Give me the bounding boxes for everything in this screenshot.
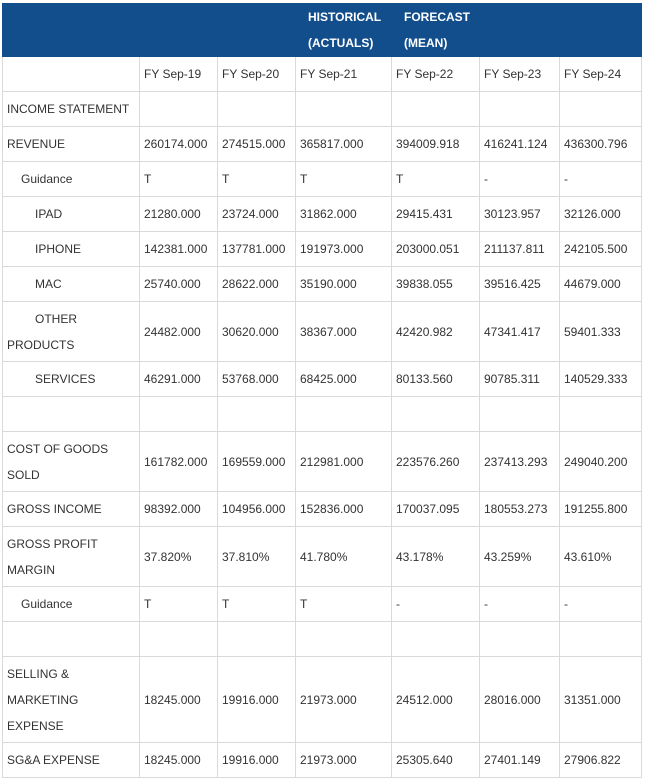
cell: 47341.417 — [480, 302, 560, 362]
header-blank — [3, 4, 140, 57]
cell: 191255.800 — [560, 492, 642, 527]
cell: 394009.918 — [392, 127, 480, 162]
empty-cell — [480, 622, 560, 657]
header-blank — [218, 4, 296, 57]
cell: 242105.500 — [560, 232, 642, 267]
cell: 27401.149 — [480, 743, 560, 778]
cell: 21973.000 — [296, 743, 392, 778]
table-row — [3, 432, 642, 492]
cell: 42420.982 — [392, 302, 480, 362]
cell: 80133.560 — [392, 362, 480, 397]
row-label-line1: OTHER — [35, 311, 77, 326]
header-row — [3, 4, 642, 57]
cell: 19916.000 — [218, 743, 296, 778]
column-header: FY Sep-19 — [140, 57, 218, 92]
cell: - — [480, 587, 560, 622]
cell: 25740.000 — [140, 267, 218, 302]
cell: 39516.425 — [480, 267, 560, 302]
cell: 43.610% — [560, 527, 642, 587]
column-header: FY Sep-24 — [560, 57, 642, 92]
cell: 37.810% — [218, 527, 296, 587]
cell: 249040.200 — [560, 432, 642, 492]
cell: 43.259% — [480, 527, 560, 587]
row-label — [3, 432, 140, 492]
cell: 24512.000 — [392, 657, 480, 743]
table-row — [3, 127, 642, 162]
cell: 90785.311 — [480, 362, 560, 397]
empty-cell — [3, 397, 140, 432]
cell: 29415.431 — [392, 197, 480, 232]
cell: - — [560, 162, 642, 197]
forecast-line1: FORECAST — [404, 10, 470, 24]
historical-line1: HISTORICAL — [308, 10, 382, 24]
cell: 142381.000 — [140, 232, 218, 267]
cell: 30123.957 — [480, 197, 560, 232]
header-blank — [560, 4, 642, 57]
cell: 274515.000 — [218, 127, 296, 162]
cell: 27906.822 — [560, 743, 642, 778]
column-header-blank — [3, 57, 140, 92]
cell: 170037.095 — [392, 492, 480, 527]
empty-cell — [296, 397, 392, 432]
empty-cell — [480, 92, 560, 127]
table-row — [3, 267, 642, 302]
cell: - — [392, 587, 480, 622]
empty-cell — [392, 92, 480, 127]
column-header: FY Sep-21 — [296, 57, 392, 92]
cell: T — [218, 587, 296, 622]
row-label-line1: COST OF GOODS — [7, 441, 109, 456]
cell: 152836.000 — [296, 492, 392, 527]
table-row — [3, 527, 642, 587]
cell: 104956.000 — [218, 492, 296, 527]
cell: 161782.000 — [140, 432, 218, 492]
cell: 30620.000 — [218, 302, 296, 362]
row-label-line3: EXPENSE — [7, 718, 64, 733]
row-label: MAC — [3, 267, 140, 302]
cell: 25305.640 — [392, 743, 480, 778]
cell: 137781.000 — [218, 232, 296, 267]
row-label — [3, 527, 140, 587]
empty-cell — [218, 397, 296, 432]
section-row — [3, 92, 642, 127]
cell: 223576.260 — [392, 432, 480, 492]
cell: - — [560, 587, 642, 622]
column-header-row — [3, 57, 642, 92]
empty-cell — [392, 622, 480, 657]
cell: 18245.000 — [140, 743, 218, 778]
empty-cell — [560, 397, 642, 432]
cell: - — [480, 162, 560, 197]
empty-cell — [140, 622, 218, 657]
cell: 237413.293 — [480, 432, 560, 492]
cell: 191973.000 — [296, 232, 392, 267]
cell: 32126.000 — [560, 197, 642, 232]
empty-cell — [392, 397, 480, 432]
section-label: INCOME STATEMENT — [3, 92, 140, 127]
column-header: FY Sep-23 — [480, 57, 560, 92]
row-label: IPHONE — [3, 232, 140, 267]
cell: 37.820% — [140, 527, 218, 587]
cell: T — [218, 162, 296, 197]
cell: 19916.000 — [218, 657, 296, 743]
table-row — [3, 587, 642, 622]
table-row — [3, 162, 642, 197]
cell: 18245.000 — [140, 657, 218, 743]
cell: 24482.000 — [140, 302, 218, 362]
cell: 68425.000 — [296, 362, 392, 397]
cell: 44679.000 — [560, 267, 642, 302]
column-header: FY Sep-22 — [392, 57, 480, 92]
cell: 35190.000 — [296, 267, 392, 302]
table-row — [3, 657, 642, 743]
cell: T — [140, 162, 218, 197]
empty-cell — [560, 92, 642, 127]
table-row — [3, 743, 642, 778]
table-row — [3, 232, 642, 267]
row-label: SG&A EXPENSE — [3, 743, 140, 778]
cell: 21280.000 — [140, 197, 218, 232]
row-label: GROSS INCOME — [3, 492, 140, 527]
cell: 28622.000 — [218, 267, 296, 302]
spacer-row — [3, 397, 642, 432]
row-label: REVENUE — [3, 127, 140, 162]
row-label-line2: SOLD — [7, 467, 40, 482]
cell: 436300.796 — [560, 127, 642, 162]
cell: 180553.273 — [480, 492, 560, 527]
cell: 38367.000 — [296, 302, 392, 362]
cell: 31351.000 — [560, 657, 642, 743]
empty-cell — [480, 397, 560, 432]
cell: 31862.000 — [296, 197, 392, 232]
financial-table-container — [2, 3, 643, 778]
empty-cell — [218, 622, 296, 657]
table-row — [3, 302, 642, 362]
empty-cell — [218, 92, 296, 127]
cell: 98392.000 — [140, 492, 218, 527]
column-header: FY Sep-20 — [218, 57, 296, 92]
empty-cell — [140, 397, 218, 432]
cell: 46291.000 — [140, 362, 218, 397]
cell: 211137.811 — [480, 232, 560, 267]
row-label-line2: MARGIN — [7, 562, 55, 577]
cell: 59401.333 — [560, 302, 642, 362]
empty-cell — [296, 622, 392, 657]
empty-cell — [3, 622, 140, 657]
cell: 169559.000 — [218, 432, 296, 492]
table-row — [3, 197, 642, 232]
cell: 23724.000 — [218, 197, 296, 232]
cell: 203000.051 — [392, 232, 480, 267]
row-label — [3, 657, 140, 743]
empty-cell — [140, 92, 218, 127]
header-blank — [480, 4, 560, 57]
cell: 39838.055 — [392, 267, 480, 302]
historical-line2: (ACTUALS) — [308, 36, 374, 50]
empty-cell — [296, 92, 392, 127]
cell: T — [392, 162, 480, 197]
row-label-line1: GROSS PROFIT — [7, 536, 98, 551]
table-row — [3, 362, 642, 397]
cell: 53768.000 — [218, 362, 296, 397]
header-historical — [296, 4, 392, 57]
cell: 212981.000 — [296, 432, 392, 492]
cell: T — [296, 162, 392, 197]
forecast-line2: (MEAN) — [404, 36, 448, 50]
row-label: Guidance — [3, 587, 140, 622]
row-label: SERVICES — [3, 362, 140, 397]
cell: 21973.000 — [296, 657, 392, 743]
cell: T — [296, 587, 392, 622]
cell: 43.178% — [392, 527, 480, 587]
row-label: IPAD — [3, 197, 140, 232]
cell: 140529.333 — [560, 362, 642, 397]
row-label: Guidance — [3, 162, 140, 197]
income-statement-table — [2, 3, 642, 778]
cell: 365817.000 — [296, 127, 392, 162]
cell: T — [140, 587, 218, 622]
table-row — [3, 492, 642, 527]
row-label-line2: MARKETING — [7, 692, 79, 707]
row-label — [3, 302, 140, 362]
header-blank — [140, 4, 218, 57]
row-label-line1: SELLING & — [7, 666, 70, 681]
empty-cell — [560, 622, 642, 657]
cell: 28016.000 — [480, 657, 560, 743]
cell: 260174.000 — [140, 127, 218, 162]
cell: 41.780% — [296, 527, 392, 587]
spacer-row — [3, 622, 642, 657]
cell: 416241.124 — [480, 127, 560, 162]
row-label-line2: PRODUCTS — [7, 337, 75, 352]
header-forecast — [392, 4, 480, 57]
